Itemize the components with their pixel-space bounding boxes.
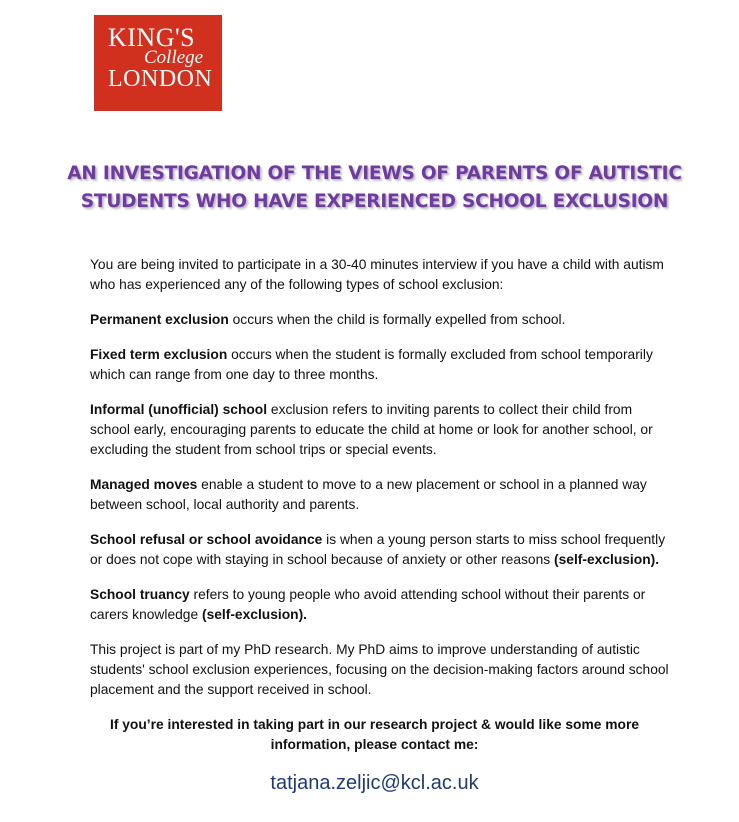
tag-self-exclusion-truancy: (self-exclusion).	[201, 607, 308, 622]
title-line-1: AN INVESTIGATION OF THE VIEWS OF PARENTS OF AUTISTIC	[67, 163, 682, 184]
intro-paragraph: You are being invited to participate in a 30-40 minutes interview if you have a child with autism who has experienced any of the following types of school exclusion:	[90, 257, 664, 292]
term-school-refusal: School refusal or school avoidance	[90, 532, 323, 547]
logo-line-college: College	[144, 47, 204, 68]
page-title	[60, 160, 689, 216]
contact-lead	[60, 715, 689, 755]
body-content	[90, 255, 670, 715]
definition-managed-moves	[90, 475, 670, 515]
text-school-truancy: refers to young people who avoid attending school without their parents or carers knowledge	[90, 587, 646, 622]
term-permanent: Permanent exclusion	[90, 312, 229, 327]
term-school-truancy: School truancy	[90, 587, 190, 602]
logo-line-london: LONDON	[108, 66, 213, 92]
project-paragraph: This project is part of my PhD research. My PhD aims to improve understanding of autistic students' school exclusion experiences, focusing on the decision-making factors around school placement and the support received in school.	[90, 642, 669, 697]
text-managed-moves: enable a student to move to a new placement or school in a planned way between school, local authority and parents.	[90, 477, 647, 512]
term-fixed-term: Fixed term exclusion	[90, 347, 228, 362]
term-managed-moves: Managed moves	[90, 477, 198, 492]
term-informal: Informal (unofficial) school	[90, 402, 268, 417]
definition-permanent	[90, 310, 670, 330]
text-informal: exclusion refers to inviting parents to collect their child from school early, encouraging parents to educate the child at home or look for another school, or excluding the student from school trips or special events.	[90, 402, 653, 457]
text-fixed-term: occurs when the student is formally excluded from school temporarily which can range from one day to three months.	[90, 347, 653, 382]
text-permanent: occurs when the child is formally expelled from school.	[228, 312, 566, 327]
kings-college-london-logo	[94, 15, 222, 111]
contact-email[interactable]: tatjana.zeljic@kcl.ac.uk	[270, 772, 479, 794]
tag-self-exclusion-refusal: (self-exclusion).	[554, 552, 660, 567]
definition-informal	[90, 400, 670, 460]
text-school-refusal: is when a young person starts to miss school frequently or does not cope with staying in school because of anxiety or other reasons	[90, 532, 666, 567]
title-line-2: STUDENTS WHO HAVE EXPERIENCED SCHOOL EXCLUSION	[80, 191, 669, 212]
logo-line-kings: KING'S	[108, 23, 196, 52]
definition-school-truancy	[90, 585, 670, 625]
contact-lead-line-2: information, please contact me:	[270, 737, 479, 752]
definition-school-refusal	[90, 530, 670, 570]
contact-lead-line-1: If you’re interested in taking part in our research project & would like some more	[109, 717, 639, 732]
definition-fixed-term	[90, 345, 670, 385]
